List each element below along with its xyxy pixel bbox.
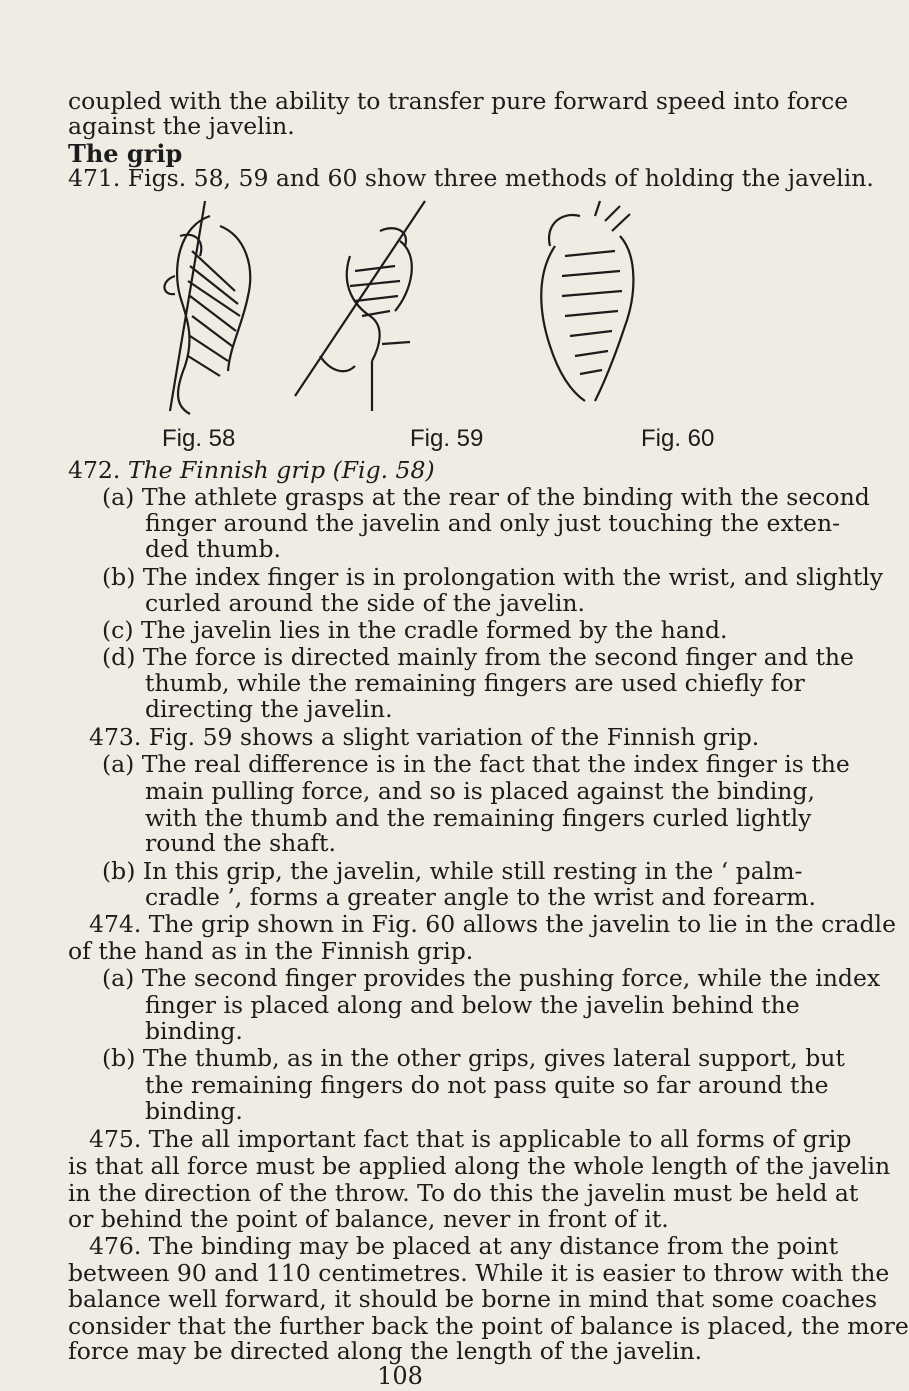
list-item: (d) The force is directed mainly from the second finger and the [102,643,854,671]
paragraph-474: 474. The grip shown in Fig. 60 allows the javelin to lie in the cradle [89,910,896,938]
paragraph-475: is that all force must be applied along the whole length of the javelin [68,1152,891,1180]
paragraph-474: of the hand as in the Finnish grip. [68,937,474,965]
paragraph-476: 476. The binding may be placed at any distance from the point [89,1232,839,1260]
list-item: directing the javelin. [145,695,393,723]
list-item: cradle ’, forms a greater angle to the wrist and forearm. [145,883,816,911]
figure-caption: Fig. 60 [641,425,715,452]
section-title: The Finnish grip (Fig. 58) [127,456,435,484]
paragraph-473-title: 473. Fig. 59 shows a slight variation of the Finnish grip. [89,723,760,751]
hand-illustration-fig60 [541,201,633,401]
list-item: (b) In this grip, the javelin, while still resting in the ‘ palm- [102,857,803,885]
paragraph-475: in the direction of the throw. To do this the javelin must be held at [68,1179,859,1207]
grip-figures [150,196,710,426]
hand-illustration-fig59 [295,201,425,411]
list-item: thumb, while the remaining fingers are used chiefly for [145,669,805,697]
paragraph-number: 472. [68,456,121,484]
paragraph-476: force may be directed along the length of the javelin. [68,1337,703,1365]
list-item: curled around the side of the javelin. [145,589,585,617]
page-number: 108 [377,1362,423,1390]
paragraph-471: 471. Figs. 58, 59 and 60 show three methods of holding the javelin. [68,164,874,192]
figure-caption: Fig. 58 [162,425,236,452]
section-heading: The grip [68,139,183,168]
paragraph-476: balance well forward, it should be borne in mind that some coaches [68,1285,878,1313]
paragraph-476: consider that the further back the point of balance is placed, the more [68,1312,909,1340]
list-item: (b) The index finger is in prolongation with the wrist, and slightly [102,563,884,591]
paragraph-475: or behind the point of balance, never in front of it. [68,1205,669,1233]
intro-line: coupled with the ability to transfer pure forward speed into force [68,87,849,115]
list-item: finger is placed along and below the javelin behind the [145,991,800,1019]
list-item: with the thumb and the remaining fingers curled lightly [145,804,812,832]
list-item: (a) The second finger provides the pushing force, while the index [102,964,881,992]
list-item: (a) The real difference is in the fact that the index finger is the [102,750,850,778]
paragraph-476: between 90 and 110 centimetres. While it is easier to throw with the [68,1259,890,1287]
list-item: binding. [145,1097,243,1125]
paragraph-472-title [68,455,770,485]
list-item: main pulling force, and so is placed against the binding, [145,777,815,805]
hand-illustration-fig58 [164,201,250,414]
list-item: (c) The javelin lies in the cradle formed by the hand. [102,616,728,644]
list-item: (b) The thumb, as in the other grips, gives lateral support, but [102,1044,845,1072]
paragraph-475: 475. The all important fact that is applicable to all forms of grip [89,1125,852,1153]
list-item: (a) The athlete grasps at the rear of the binding with the second [102,483,870,511]
list-item: round the shaft. [145,829,336,857]
list-item: ded thumb. [145,535,281,563]
figure-caption: Fig. 59 [410,425,484,452]
list-item: binding. [145,1017,243,1045]
list-item: finger around the javelin and only just touching the exten- [145,509,841,537]
list-item: the remaining fingers do not pass quite so far around the [145,1071,829,1099]
intro-line: against the javelin. [68,112,295,140]
